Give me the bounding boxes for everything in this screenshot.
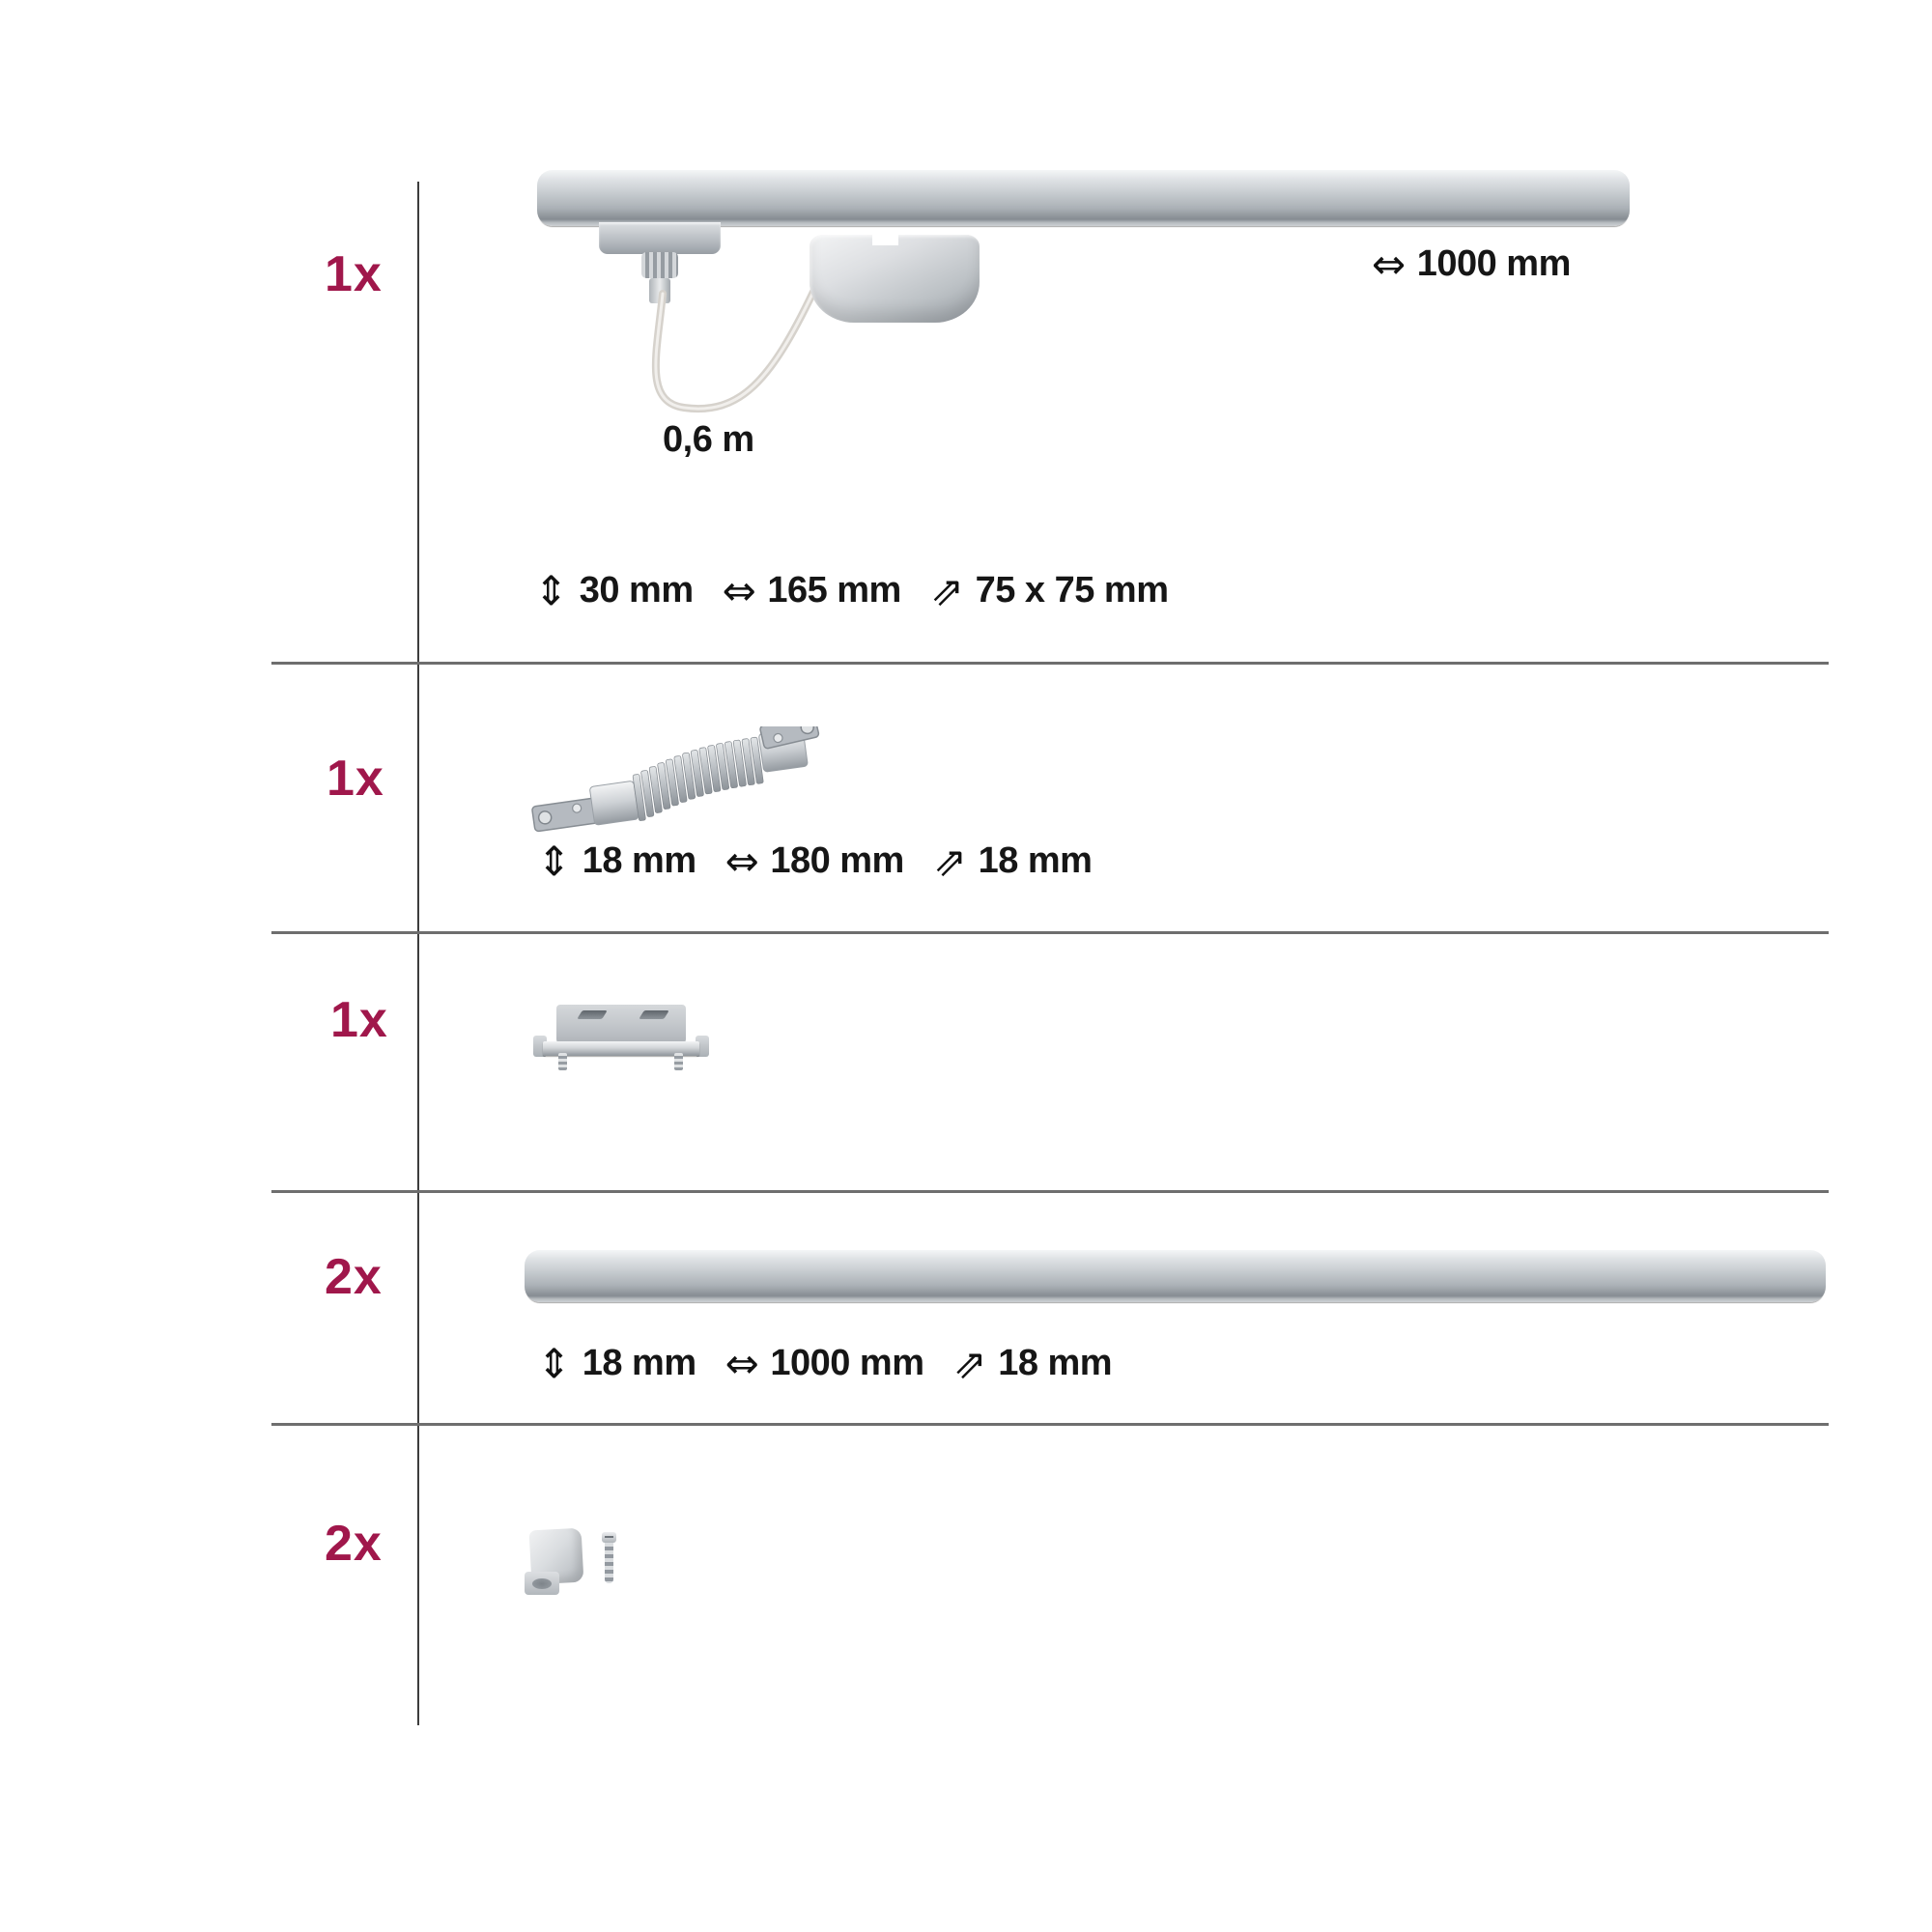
flex-connector-image (526, 726, 828, 838)
height-arrow-icon: ⇕ (534, 566, 568, 614)
qty-label-row3: 1x (330, 992, 388, 1048)
power-supply-box (810, 235, 980, 323)
dimensions-row1 (534, 566, 1197, 614)
qty-label-row2: 1x (327, 751, 384, 807)
width-arrow-icon: ⇔ (1372, 240, 1406, 288)
height-arrow-icon: ⇕ (537, 1339, 571, 1387)
dimension-value: 165 mm (767, 570, 901, 611)
vertical-divider (417, 182, 419, 1725)
width-arrow-icon: ⇔ (724, 1339, 759, 1387)
track-rail-image (537, 170, 1630, 226)
power-feed-bracket (599, 222, 721, 254)
height-arrow-icon: ⇕ (537, 837, 571, 885)
width-arrow-icon: ⇔ (724, 837, 759, 885)
qty-label-row4: 2x (325, 1249, 383, 1305)
dimension-value: 180 mm (770, 840, 904, 881)
track-joiner-screw (558, 1053, 567, 1070)
qty-label-row5: 2x (325, 1516, 383, 1572)
cable-length-label: 0,6 m (663, 419, 754, 460)
row-separator-4 (271, 1423, 1829, 1426)
track-rail-image (525, 1250, 1826, 1302)
row-separator-2 (271, 931, 1829, 934)
diagonal-arrow-icon: ⇗ (932, 837, 967, 885)
dimension-value: 18 mm (978, 840, 1093, 881)
row-separator-3 (271, 1190, 1829, 1193)
dimension-value: 18 mm (582, 840, 696, 881)
track-length-label (1372, 240, 1600, 288)
dimension-value: 30 mm (579, 570, 694, 611)
dimension-value: 1000 mm (770, 1343, 924, 1383)
dimensions-row2 (537, 837, 1121, 885)
track-joiner-screw (674, 1053, 683, 1070)
row-separator-1 (271, 662, 1829, 665)
dimension-value: 75 x 75 mm (975, 570, 1169, 611)
track-length-value: 1000 mm (1416, 243, 1571, 284)
dimensions-row4 (537, 1339, 1141, 1387)
screw-shaft (605, 1543, 613, 1583)
diagonal-arrow-icon: ⇗ (952, 1339, 987, 1387)
dimension-value: 18 mm (582, 1343, 696, 1383)
power-supply-box-notch (872, 233, 898, 245)
power-cable-image (522, 269, 850, 435)
screw-slot (605, 1536, 613, 1538)
dimension-value: 18 mm (998, 1343, 1113, 1383)
diagonal-arrow-icon: ⇗ (929, 566, 964, 614)
end-cap-hole (532, 1578, 552, 1589)
width-arrow-icon: ⇔ (722, 566, 756, 614)
qty-label-row1: 1x (325, 246, 383, 302)
